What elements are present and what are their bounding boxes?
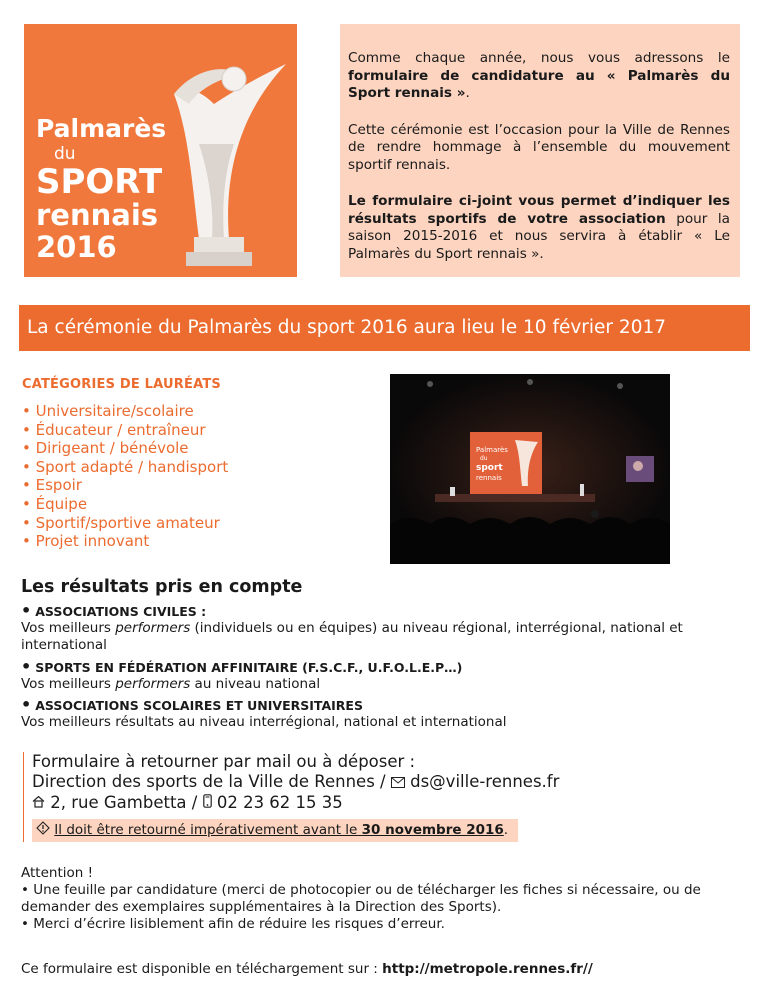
- results-body-text: au niveau national: [190, 676, 321, 692]
- ceremony-stage-illustration: [390, 374, 670, 564]
- deadline-date: 30 novembre 2016: [361, 822, 504, 838]
- return-line-1: Formulaire à retourner par mail ou à déposer :: [32, 752, 416, 771]
- mail-icon: [391, 773, 405, 793]
- warning-icon: [36, 821, 50, 839]
- screen-text-1: Palmarès: [476, 446, 508, 454]
- ceremony-photo: [390, 374, 670, 564]
- intro-paragraph-1: [348, 50, 730, 103]
- attention-line-1: • Une feuille par candidature (merci de photocopier ou de télécharger les fiches si nécessaire, ou de demander des exemplaires supplémentaires à la Direction des Sports).: [21, 882, 701, 915]
- return-line-2: [32, 772, 652, 793]
- results-body-emphasis: performers: [115, 676, 191, 692]
- results-heading-text: ASSOCIATIONS CIVILES :: [35, 604, 207, 619]
- intro-p3-bold: Le formulaire ci-joint vous permet d’indiquer les résultats sportifs de votre association: [348, 193, 730, 227]
- category-item: • Sport adapté / handisport: [22, 458, 228, 477]
- results-body-scolaires: [21, 714, 751, 731]
- screen-text-4: rennais: [476, 474, 502, 482]
- results-body-text: Vos meilleurs résultats au niveau interrégional, national et international: [21, 714, 507, 730]
- categories-list: [22, 402, 228, 551]
- phone-icon: [203, 793, 212, 813]
- palmares-poster: [24, 24, 297, 277]
- results-heading-text: ASSOCIATIONS SCOLAIRES ET UNIVERSITAIRES: [35, 698, 363, 713]
- download-link[interactable]: http://metropole.rennes.fr//: [382, 961, 593, 977]
- phone-number: 02 23 62 15 35: [216, 792, 343, 812]
- results-heading-civiles: • ASSOCIATIONS CIVILES :: [21, 601, 207, 620]
- intro-p1-bold: formulaire de candidature au « Palmarès du Sport rennais »: [348, 67, 730, 101]
- screen-text-2: du: [480, 455, 488, 462]
- results-body-affinitaire: [21, 676, 751, 693]
- results-body-text: Vos meilleurs: [21, 620, 116, 636]
- deadline-text: Il doit être retourné impérativement avant le: [54, 822, 362, 838]
- categories-title: CATÉGORIES DE LAURÉATS: [22, 377, 221, 392]
- results-title: Les résultats pris en compte: [21, 577, 303, 597]
- deadline-end: .: [503, 822, 509, 838]
- results-heading-scolaires: • ASSOCIATIONS SCOLAIRES ET UNIVERSITAIRES: [21, 695, 363, 714]
- attention-title: Attention !: [21, 865, 94, 881]
- intro-paragraph-2: Cette cérémonie est l’occasion pour la Ville de Rennes de rendre hommage à l’ensemble du mouvement sportif rennais.: [348, 121, 730, 173]
- poster-line-1: Palmarès: [36, 114, 167, 143]
- return-line-3: [32, 793, 652, 814]
- attention-section: [21, 865, 751, 933]
- results-heading-affinitaire: • SPORTS EN FÉDÉRATION AFFINITAIRE (F.S.C.F., U.F.O.L.E.P…): [21, 657, 463, 676]
- deadline-notice: [32, 819, 518, 842]
- intro-p3-text: pour la saison 2015-2016 et nous servira à établir « Le Palmarès du Sport rennais ».: [348, 210, 730, 262]
- category-item: • Dirigeant / bénévole: [22, 439, 228, 458]
- intro-box: [340, 24, 740, 277]
- category-item: • Éducateur / entraîneur: [22, 421, 228, 440]
- footer-text: Ce formulaire est disponible en téléchargement sur :: [21, 961, 383, 977]
- results-body-emphasis: performers: [115, 620, 191, 636]
- intro-p1-end: .: [465, 85, 470, 101]
- results-body-text: Vos meilleurs: [21, 676, 116, 692]
- category-item: • Équipe: [22, 495, 228, 514]
- results-heading-text: SPORTS EN FÉDÉRATION AFFINITAIRE (F.S.C.F., U.F.O.L.E.P…): [35, 660, 463, 675]
- category-item: • Sportif/sportive amateur: [22, 514, 228, 533]
- email-link[interactable]: ds@ville-rennes.fr: [410, 772, 560, 791]
- category-item: • Espoir: [22, 476, 228, 495]
- address-text: 2, rue Gambetta /: [50, 792, 203, 812]
- ceremony-banner: La cérémonie du Palmarès du sport 2016 aura lieu le 10 février 2017: [19, 305, 750, 351]
- return-instructions: [23, 752, 652, 842]
- category-item: • Projet innovant: [22, 532, 228, 551]
- poster-line-5: 2016: [36, 230, 117, 264]
- results-body-text: (individuels ou en équipes) au niveau régional, interrégional, national et international: [21, 620, 683, 653]
- poster-line-4: rennais: [36, 198, 159, 232]
- poster-line-2: du: [54, 144, 76, 164]
- attention-line-2: • Merci d’écrire lisiblement afin de réduire les risques d’erreur.: [21, 916, 445, 932]
- results-body-civiles: [21, 620, 751, 654]
- intro-paragraph-3: [348, 193, 730, 263]
- screen-text-3: sport: [476, 463, 503, 473]
- footer: [21, 961, 593, 977]
- home-icon: [32, 793, 45, 813]
- return-direction: Direction des sports de la Ville de Rennes /: [32, 772, 391, 791]
- category-item: • Universitaire/scolaire: [22, 402, 228, 421]
- intro-p1-text: Comme chaque année, nous vous adressons le: [348, 50, 730, 66]
- poster-line-3: SPORT: [36, 162, 163, 202]
